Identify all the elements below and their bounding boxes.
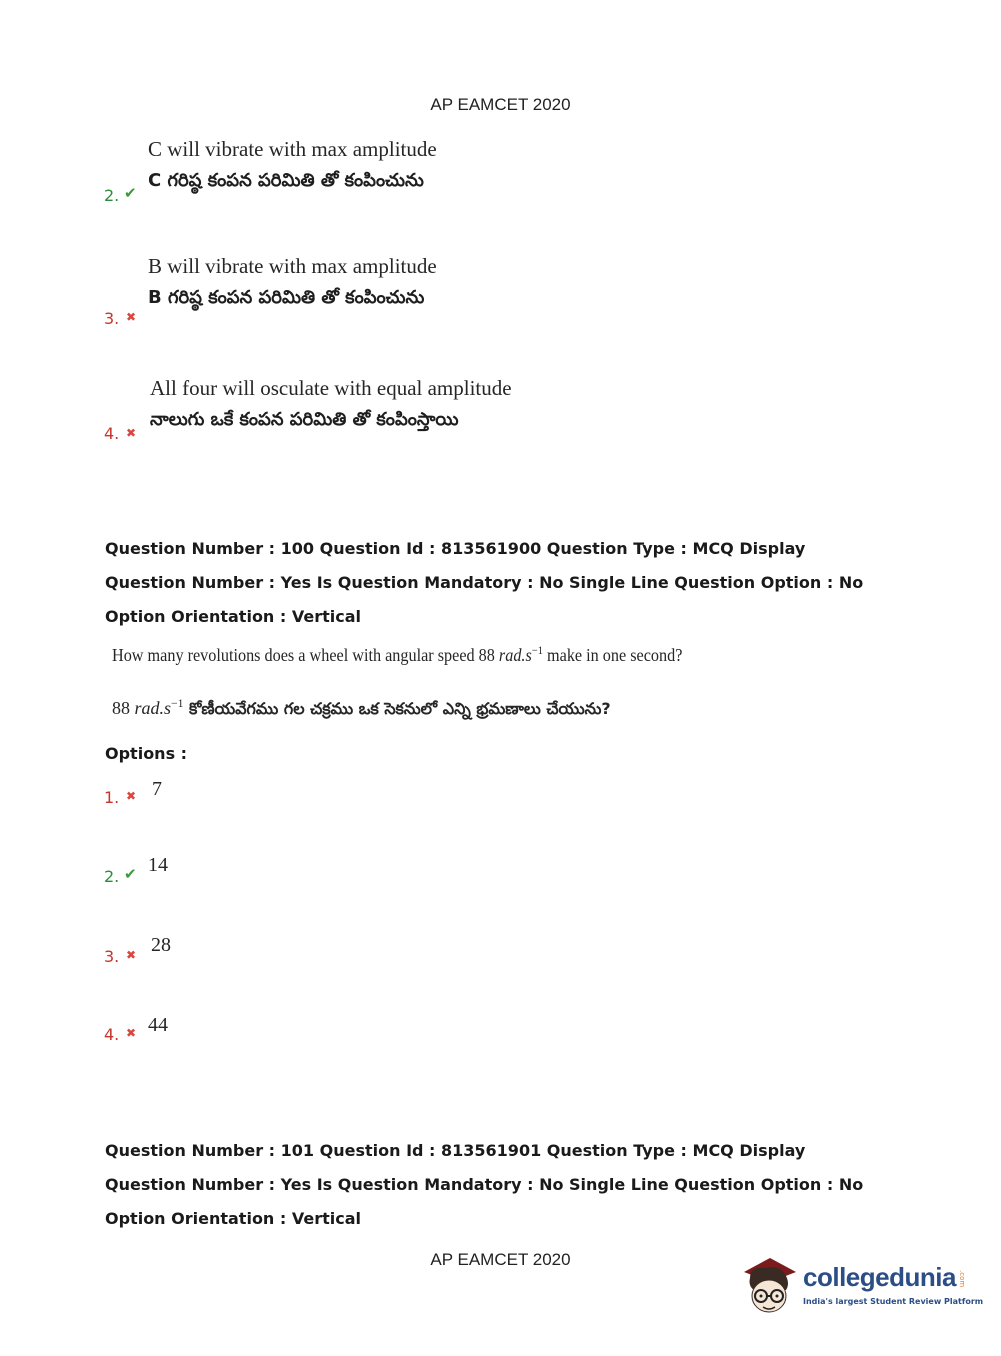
option-number: 3. bbox=[104, 947, 120, 966]
cross-mark-icon: ✖ bbox=[126, 948, 137, 962]
logo-suffix: .com bbox=[958, 1270, 966, 1288]
option-text-en: B will vibrate with max amplitude bbox=[148, 254, 437, 278]
collegedunia-logo bbox=[740, 1250, 984, 1320]
options-label: Options : bbox=[105, 744, 188, 763]
option-value: 14 bbox=[148, 854, 168, 876]
check-mark-icon: ✔ bbox=[124, 865, 137, 883]
option-number: 4. bbox=[104, 1025, 120, 1044]
page-footer-title: AP EAMCET 2020 bbox=[430, 1250, 571, 1269]
cross-mark-icon: ✖ bbox=[126, 426, 137, 440]
logo-wordmark: collegedunia bbox=[803, 1262, 956, 1292]
option-text-te: C గరిష్ఠ కంపన పరిమితి తో కంపించును bbox=[148, 170, 424, 191]
option-text-en: All four will osculate with equal amplitude bbox=[150, 376, 512, 400]
question-text-te: 88 $rad.s^{-1}$ కోణీయవేగము గల చక్రము ఒక సెకనులో ఎన్ని భ్రమణాలు చేయును? bbox=[112, 697, 611, 718]
option-text-en: C will vibrate with max amplitude bbox=[148, 137, 437, 161]
option-number: 3. bbox=[104, 309, 120, 328]
question-meta: Question Number : 101 Question Id : 813561901 Question Type : MCQ Display Question Number : Yes Is Question Mandatory : No Single Line Question Option : No Option Orientation : Vertical bbox=[105, 1141, 864, 1228]
option-number: 2. bbox=[104, 186, 120, 205]
cross-mark-icon: ✖ bbox=[126, 1026, 137, 1040]
option-value: 7 bbox=[152, 778, 162, 800]
option-number: 4. bbox=[104, 424, 120, 443]
page-header-title: AP EAMCET 2020 bbox=[430, 95, 571, 114]
logo-tagline: India's largest Student Review Platform bbox=[803, 1297, 984, 1306]
cross-mark-icon: ✖ bbox=[126, 310, 137, 324]
option-text-te: B గరిష్ఠ కంపన పరిమితి తో కంపించును bbox=[148, 287, 425, 308]
mascot-icon bbox=[740, 1250, 802, 1320]
question-meta: Question Number : 100 Question Id : 813561900 Question Type : MCQ Display Question Number : Yes Is Question Mandatory : No Single Line Question Option : No Option Orientation : Vertical bbox=[105, 539, 864, 626]
cross-mark-icon: ✖ bbox=[126, 789, 137, 803]
check-mark-icon: ✔ bbox=[124, 184, 137, 202]
option-value: 44 bbox=[148, 1014, 168, 1036]
option-number: 2. bbox=[104, 867, 120, 886]
option-number: 1. bbox=[104, 788, 120, 807]
option-value: 28 bbox=[151, 934, 171, 956]
option-text-te: నాలుగు ఒకే కంపన పరిమితి తో కంపింస్తాయి bbox=[150, 409, 459, 430]
question-text-en: How many revolutions does a wheel with angular speed 88 $rad.s^{-1}$ make in one second? bbox=[112, 644, 683, 665]
